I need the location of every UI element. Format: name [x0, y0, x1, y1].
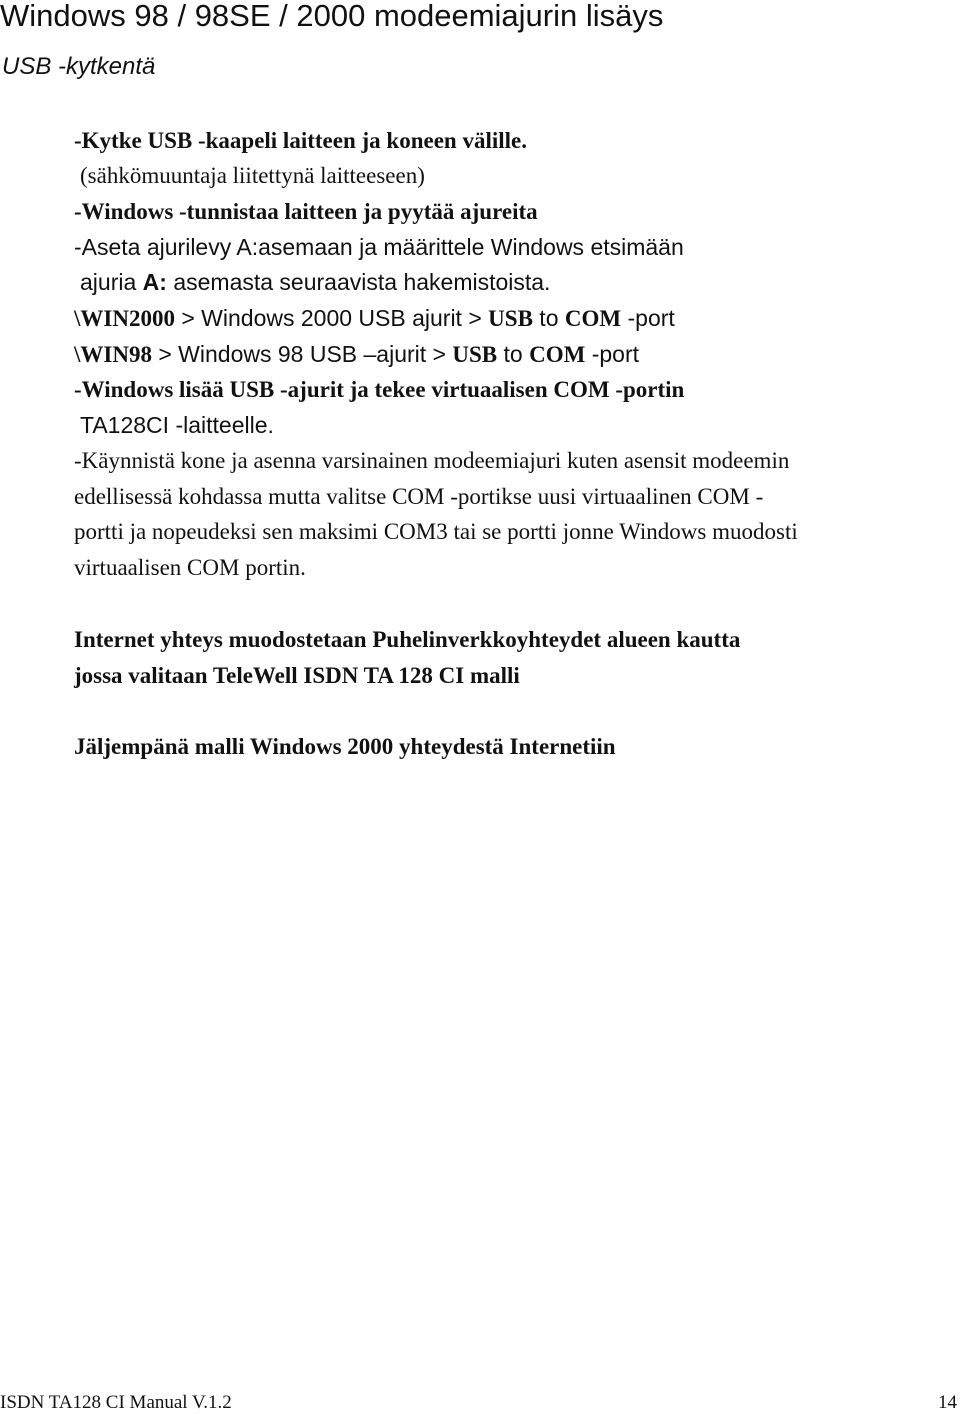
internet-note-line-2: jossa valitaan TeleWell ISDN TA 128 CI malli — [74, 663, 520, 688]
path-dir: \WIN98 — [74, 342, 152, 367]
footer-manual: ISDN TA128 CI Manual V.1.2 — [0, 1392, 232, 1413]
step-connect-cable: -Kytke USB -kaapeli laitteen ja koneen välille. — [74, 128, 527, 153]
section-subtitle: USB -kytkentä — [2, 53, 156, 80]
step-install-line-2: edellisessä kohdassa mutta valitse COM -portikse uusi virtuaalinen COM - — [74, 484, 764, 509]
internet-note-line-1: Internet yhteys muodostetaan Puhelinverkkoyhteydet alueen kautta — [74, 627, 741, 652]
path-usb: USB — [488, 306, 533, 331]
path-desc: > Windows 2000 USB ajurit > — [174, 305, 489, 331]
path-com: COM — [564, 306, 622, 331]
path-dir: \WIN2000 — [74, 306, 175, 331]
step-windows-detects: -Windows -tunnistaa laitteen ja pyytää ajureita — [74, 199, 538, 224]
path-to: to — [532, 305, 565, 331]
text-run: asemasta seuraavista hakemistoista. — [166, 269, 551, 295]
text-run: ajuria — [80, 269, 143, 295]
step-windows-adds-cont: TA128CI -laitteelle. — [80, 412, 274, 438]
driver-path-win98 — [74, 340, 639, 369]
path-port: -port — [585, 341, 639, 367]
path-com: COM — [529, 342, 586, 367]
page-number: 14 — [938, 1392, 957, 1413]
path-port: -port — [621, 305, 675, 331]
path-to: to — [497, 341, 530, 367]
step-install-line-1: -Käynnistä kone ja asenna varsinainen modeemiajuri kuten asensit modeemin — [74, 448, 790, 473]
step-install-line-4: virtuaalisen COM portin. — [74, 555, 306, 580]
step-insert-disk-cont — [80, 268, 550, 296]
example-note: Jäljempänä malli Windows 2000 yhteydestä Internetiin — [74, 734, 616, 759]
step-windows-adds: -Windows lisää USB -ajurit ja tekee virtuaalisen COM -portin — [74, 377, 685, 402]
driver-path-win2000 — [74, 304, 675, 333]
path-usb: USB — [452, 342, 498, 367]
step-install-line-3: portti ja nopeudeksi sen maksimi COM3 tai se portti jonne Windows muodosti — [74, 519, 798, 544]
step-insert-disk: -Aseta ajurilevy A:asemaan ja määrittele Windows etsimään — [74, 234, 684, 260]
path-desc: > Windows 98 USB –ajurit > — [151, 341, 453, 367]
text-run-bold: A: — [142, 269, 167, 295]
step-connect-cable-note: (sähkömuuntaja liitettynä laitteeseen) — [80, 163, 425, 188]
page-title: Windows 98 / 98SE / 2000 modeemiajurin lisäys — [0, 0, 664, 33]
